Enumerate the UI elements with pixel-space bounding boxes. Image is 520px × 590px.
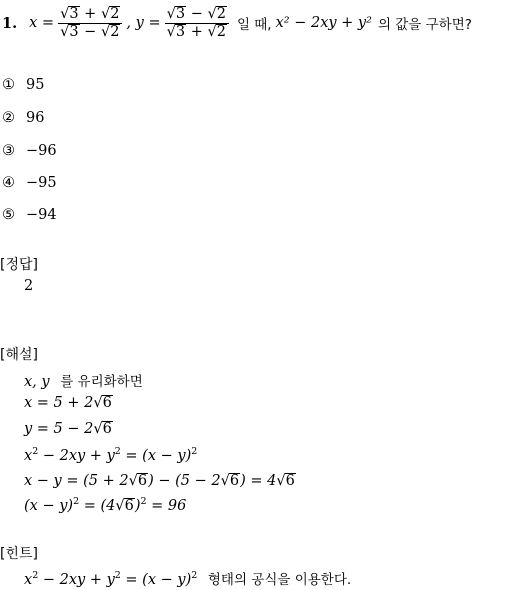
fraction-x: $\frac{√3 + √2}{√3 - √2}$: [58, 6, 122, 41]
question-ask-text: 의 값을 구하면?: [377, 17, 472, 33]
question-line: [2, 0, 472, 46]
solution-line-2: x = 5 + 2√6: [24, 395, 112, 411]
question-expression: x² − 2xy + y²: [275, 15, 372, 31]
solution-label: [해설]: [0, 347, 38, 363]
x-equals: x =: [29, 15, 55, 31]
solution-line-4: $x^2 - 2xy + y^2 = (x - y)^2$: [24, 446, 198, 464]
choice-1[interactable]: ① 95: [2, 77, 45, 93]
hint-label: [힌트]: [0, 546, 38, 562]
choice-3[interactable]: ③ −96: [2, 143, 57, 159]
solution-line-6: $(x - y)^2 = (4√6)^2 = 96$: [24, 496, 187, 514]
answer-value: 2: [24, 278, 34, 294]
choice-4[interactable]: ④ −95: [2, 175, 57, 191]
hint-text: 형태의 공식을 이용한다.: [207, 572, 352, 588]
solution-line-3: y = 5 − 2√6: [24, 421, 112, 437]
question-number: 1.: [2, 14, 18, 32]
choice-2[interactable]: ② 96: [2, 110, 45, 126]
question-when-text: 일 때,: [236, 17, 272, 33]
fraction-y: $\frac{√3 - √2}{√3 + √2}$: [165, 6, 229, 41]
solution-line-1: x, y 를 유리화하면: [24, 374, 143, 390]
choice-5[interactable]: ⑤ −94: [2, 207, 57, 223]
solution-line-5: x − y = (5 + 2√6) − (5 − 2√6) = 4√6: [24, 473, 295, 489]
hint-line: [24, 568, 351, 588]
hint-formula: $x^2 - 2xy + y^2 = (x - y)^2$: [24, 570, 198, 588]
y-equals: , y =: [126, 15, 161, 31]
answer-label: [정답]: [0, 257, 38, 273]
